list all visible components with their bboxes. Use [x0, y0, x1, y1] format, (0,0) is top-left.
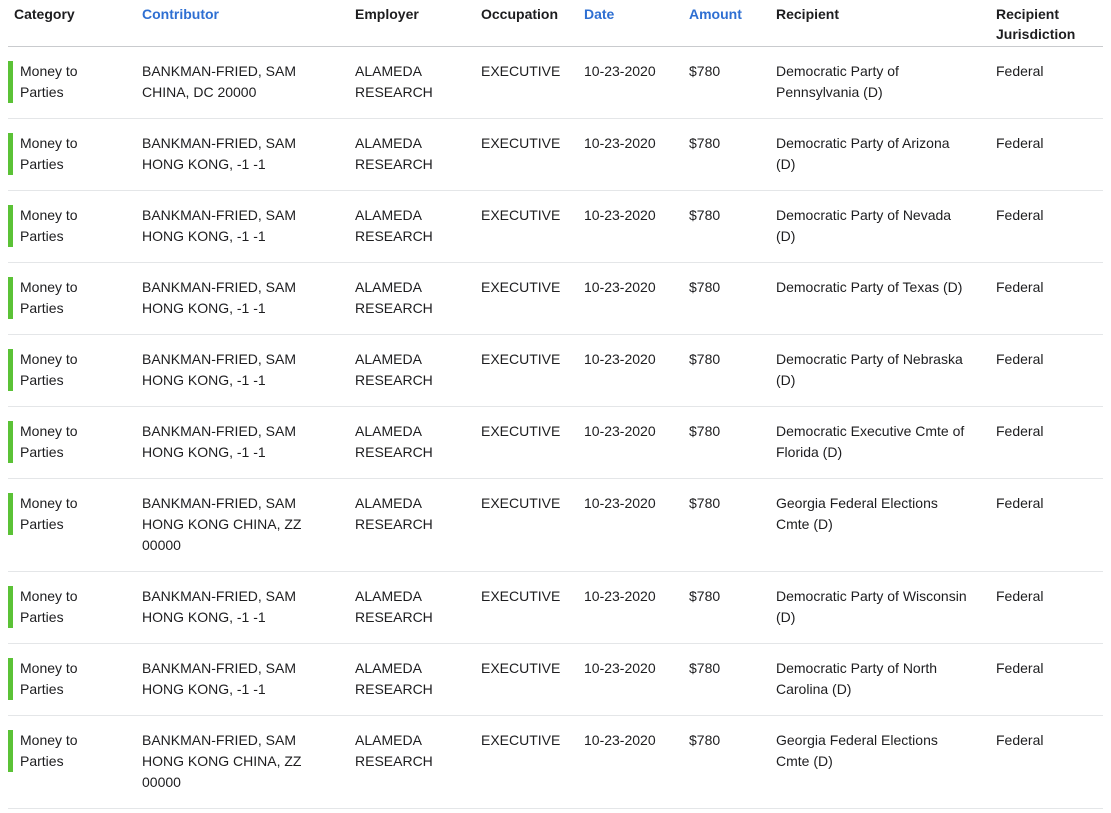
recipient-cell [776, 658, 996, 700]
amount-cell: $780 [689, 279, 721, 295]
category-accent-bar [8, 658, 128, 700]
category-accent-bar [8, 421, 128, 463]
cell-line: Money to [20, 135, 78, 151]
cell-line: ALAMEDA [355, 351, 422, 367]
recipient-cell [776, 421, 996, 463]
jurisdiction-cell: Federal [996, 351, 1044, 367]
category-accent-bar [8, 349, 128, 391]
contributor-cell [142, 205, 355, 247]
amount-cell: $780 [689, 588, 721, 604]
date-cell: 10-23-2020 [584, 63, 656, 79]
cell-line: RESEARCH [355, 84, 433, 100]
cell-line: (D) [776, 609, 796, 625]
cell-line: HONG KONG, -1 -1 [142, 372, 266, 388]
date-cell: 10-23-2020 [584, 351, 656, 367]
cell-line: ALAMEDA [355, 279, 422, 295]
cell-line: HONG KONG, -1 -1 [142, 444, 266, 460]
occupation-cell: EXECUTIVE [481, 135, 561, 151]
cell-line: Georgia Federal Elections [776, 732, 938, 748]
cell-line: HONG KONG, -1 -1 [142, 609, 266, 625]
employer-cell [355, 421, 481, 463]
cell-line: RESEARCH [355, 228, 433, 244]
table-row [8, 47, 1103, 119]
table-header-row [8, 0, 1103, 47]
amount-cell: $780 [689, 63, 721, 79]
category-cell [8, 586, 142, 628]
contributor-cell [142, 421, 355, 463]
date-cell: 10-23-2020 [584, 207, 656, 223]
category-cell [8, 421, 142, 463]
table-row [8, 191, 1103, 263]
employer-cell [355, 493, 481, 535]
table-row [8, 407, 1103, 479]
cell-line: Money to [20, 279, 78, 295]
cell-line: (D) [776, 228, 796, 244]
cell-line: Parties [20, 156, 64, 172]
cell-line: Florida (D) [776, 444, 843, 460]
occupation-cell: EXECUTIVE [481, 732, 561, 748]
category-cell [8, 277, 142, 319]
table-row [8, 119, 1103, 191]
contributor-cell [142, 61, 355, 103]
cell-line: Democratic Party of Nebraska [776, 351, 963, 367]
cell-line: Pennsylvania (D) [776, 84, 883, 100]
employer-cell [355, 61, 481, 103]
cell-line: Democratic Party of Arizona [776, 135, 950, 151]
date-cell: 10-23-2020 [584, 732, 656, 748]
occupation-cell: EXECUTIVE [481, 495, 561, 511]
cell-line: BANKMAN-FRIED, SAM [142, 207, 297, 223]
cell-line: Parties [20, 753, 64, 769]
cell-line: BANKMAN-FRIED, SAM [142, 423, 297, 439]
category-cell [8, 133, 142, 175]
cell-line: Democratic Party of Nevada [776, 207, 952, 223]
date-cell: 10-23-2020 [584, 660, 656, 676]
category-cell [8, 61, 142, 103]
employer-cell [355, 730, 481, 772]
date-cell: 10-23-2020 [584, 423, 656, 439]
cell-line: RESEARCH [355, 372, 433, 388]
date-cell: 10-23-2020 [584, 279, 656, 295]
cell-line: Democratic Party of Wisconsin [776, 588, 967, 604]
cell-line: ALAMEDA [355, 207, 422, 223]
column-header-employer: Employer [355, 6, 419, 22]
cell-line: ALAMEDA [355, 423, 422, 439]
category-accent-bar [8, 493, 128, 535]
cell-line: RESEARCH [355, 444, 433, 460]
jurisdiction-cell: Federal [996, 660, 1044, 676]
cell-line: Parties [20, 681, 64, 697]
cell-line: BANKMAN-FRIED, SAM [142, 660, 297, 676]
column-header-contributor[interactable]: Contributor [142, 6, 219, 22]
amount-cell: $780 [689, 732, 721, 748]
cell-line: Parties [20, 516, 64, 532]
cell-line: Democratic Party of [776, 63, 899, 79]
cell-line: RESEARCH [355, 156, 433, 172]
amount-cell: $780 [689, 660, 721, 676]
occupation-cell: EXECUTIVE [481, 207, 561, 223]
cell-line: BANKMAN-FRIED, SAM [142, 588, 297, 604]
cell-line: Parties [20, 372, 64, 388]
jurisdiction-cell: Federal [996, 279, 1044, 295]
table-row [8, 644, 1103, 716]
recipient-cell [776, 61, 996, 103]
column-header-recipient_jurisdiction: Recipient Jurisdiction [996, 6, 1076, 42]
cell-line: Parties [20, 444, 64, 460]
jurisdiction-cell: Federal [996, 732, 1044, 748]
table-row [8, 335, 1103, 407]
cell-line: Carolina (D) [776, 681, 852, 697]
recipient-cell [776, 493, 996, 535]
amount-cell: $780 [689, 207, 721, 223]
recipient-cell [776, 586, 996, 628]
category-cell [8, 493, 142, 535]
employer-cell [355, 133, 481, 175]
occupation-cell: EXECUTIVE [481, 423, 561, 439]
cell-line: ALAMEDA [355, 135, 422, 151]
occupation-cell: EXECUTIVE [481, 351, 561, 367]
date-cell: 10-23-2020 [584, 135, 656, 151]
amount-cell: $780 [689, 351, 721, 367]
recipient-cell [776, 349, 996, 391]
contributor-cell [142, 349, 355, 391]
cell-line: ALAMEDA [355, 63, 422, 79]
cell-line: BANKMAN-FRIED, SAM [142, 63, 297, 79]
table-row [8, 716, 1103, 809]
contributor-cell [142, 586, 355, 628]
cell-line: Money to [20, 732, 78, 748]
cell-line: HONG KONG CHINA, ZZ [142, 753, 302, 769]
cell-line: HONG KONG, -1 -1 [142, 300, 266, 316]
date-cell: 10-23-2020 [584, 495, 656, 511]
cell-line: HONG KONG CHINA, ZZ [142, 516, 302, 532]
jurisdiction-cell: Federal [996, 207, 1044, 223]
cell-line: Parties [20, 609, 64, 625]
column-header-occupation: Occupation [481, 6, 559, 22]
cell-line: ALAMEDA [355, 732, 422, 748]
contributor-cell [142, 133, 355, 175]
employer-cell [355, 205, 481, 247]
date-cell: 10-23-2020 [584, 588, 656, 604]
employer-cell [355, 586, 481, 628]
column-header-category: Category [14, 6, 75, 22]
recipient-cell [776, 730, 996, 772]
amount-cell: $780 [689, 135, 721, 151]
cell-line: RESEARCH [355, 753, 433, 769]
cell-line: BANKMAN-FRIED, SAM [142, 279, 297, 295]
category-accent-bar [8, 277, 128, 319]
occupation-cell: EXECUTIVE [481, 588, 561, 604]
amount-cell: $780 [689, 495, 721, 511]
cell-line: RESEARCH [355, 300, 433, 316]
contributions-table [8, 0, 1103, 809]
category-cell [8, 730, 142, 772]
cell-line: Cmte (D) [776, 753, 833, 769]
cell-line: (D) [776, 372, 796, 388]
cell-line: RESEARCH [355, 516, 433, 532]
recipient-cell [776, 133, 996, 175]
cell-line: Georgia Federal Elections [776, 495, 938, 511]
cell-line: Parties [20, 300, 64, 316]
column-header-amount[interactable]: Amount [689, 6, 742, 22]
table-row [8, 572, 1103, 644]
cell-line: Money to [20, 660, 78, 676]
jurisdiction-cell: Federal [996, 135, 1044, 151]
cell-line: Democratic Executive Cmte of [776, 423, 965, 439]
jurisdiction-cell: Federal [996, 423, 1044, 439]
contributor-cell [142, 730, 355, 793]
category-accent-bar [8, 61, 128, 103]
cell-line: RESEARCH [355, 681, 433, 697]
cell-line: BANKMAN-FRIED, SAM [142, 351, 297, 367]
column-header-date[interactable]: Date [584, 6, 615, 22]
cell-line: BANKMAN-FRIED, SAM [142, 732, 297, 748]
category-accent-bar [8, 133, 128, 175]
recipient-cell [776, 277, 996, 298]
cell-line: Democratic Party of Texas (D) [776, 279, 963, 295]
jurisdiction-cell: Federal [996, 495, 1044, 511]
recipient-cell [776, 205, 996, 247]
cell-line: (D) [776, 156, 796, 172]
table-row [8, 479, 1103, 572]
category-cell [8, 658, 142, 700]
cell-line: ALAMEDA [355, 495, 422, 511]
cell-line: Money to [20, 495, 78, 511]
category-cell [8, 205, 142, 247]
employer-cell [355, 349, 481, 391]
cell-line: Money to [20, 351, 78, 367]
employer-cell [355, 658, 481, 700]
category-accent-bar [8, 586, 128, 628]
contributor-cell [142, 658, 355, 700]
cell-line: ALAMEDA [355, 588, 422, 604]
cell-line: ALAMEDA [355, 660, 422, 676]
cell-line: BANKMAN-FRIED, SAM [142, 135, 297, 151]
contributor-cell [142, 277, 355, 319]
cell-line: Money to [20, 588, 78, 604]
category-cell [8, 349, 142, 391]
cell-line: Money to [20, 63, 78, 79]
occupation-cell: EXECUTIVE [481, 279, 561, 295]
cell-line: HONG KONG, -1 -1 [142, 228, 266, 244]
cell-line: 00000 [142, 537, 181, 553]
cell-line: HONG KONG, -1 -1 [142, 156, 266, 172]
cell-line: RESEARCH [355, 609, 433, 625]
occupation-cell: EXECUTIVE [481, 660, 561, 676]
category-accent-bar [8, 730, 128, 772]
amount-cell: $780 [689, 423, 721, 439]
column-header-recipient: Recipient [776, 6, 840, 22]
cell-line: 00000 [142, 774, 181, 790]
jurisdiction-cell: Federal [996, 63, 1044, 79]
cell-line: BANKMAN-FRIED, SAM [142, 495, 297, 511]
cell-line: CHINA, DC 20000 [142, 84, 257, 100]
contributor-cell [142, 493, 355, 556]
cell-line: Parties [20, 228, 64, 244]
jurisdiction-cell: Federal [996, 588, 1044, 604]
table-body [8, 47, 1103, 809]
cell-line: Money to [20, 207, 78, 223]
cell-line: HONG KONG, -1 -1 [142, 681, 266, 697]
table-row [8, 263, 1103, 335]
employer-cell [355, 277, 481, 319]
category-accent-bar [8, 205, 128, 247]
cell-line: Cmte (D) [776, 516, 833, 532]
cell-line: Money to [20, 423, 78, 439]
occupation-cell: EXECUTIVE [481, 63, 561, 79]
cell-line: Parties [20, 84, 64, 100]
cell-line: Democratic Party of North [776, 660, 938, 676]
